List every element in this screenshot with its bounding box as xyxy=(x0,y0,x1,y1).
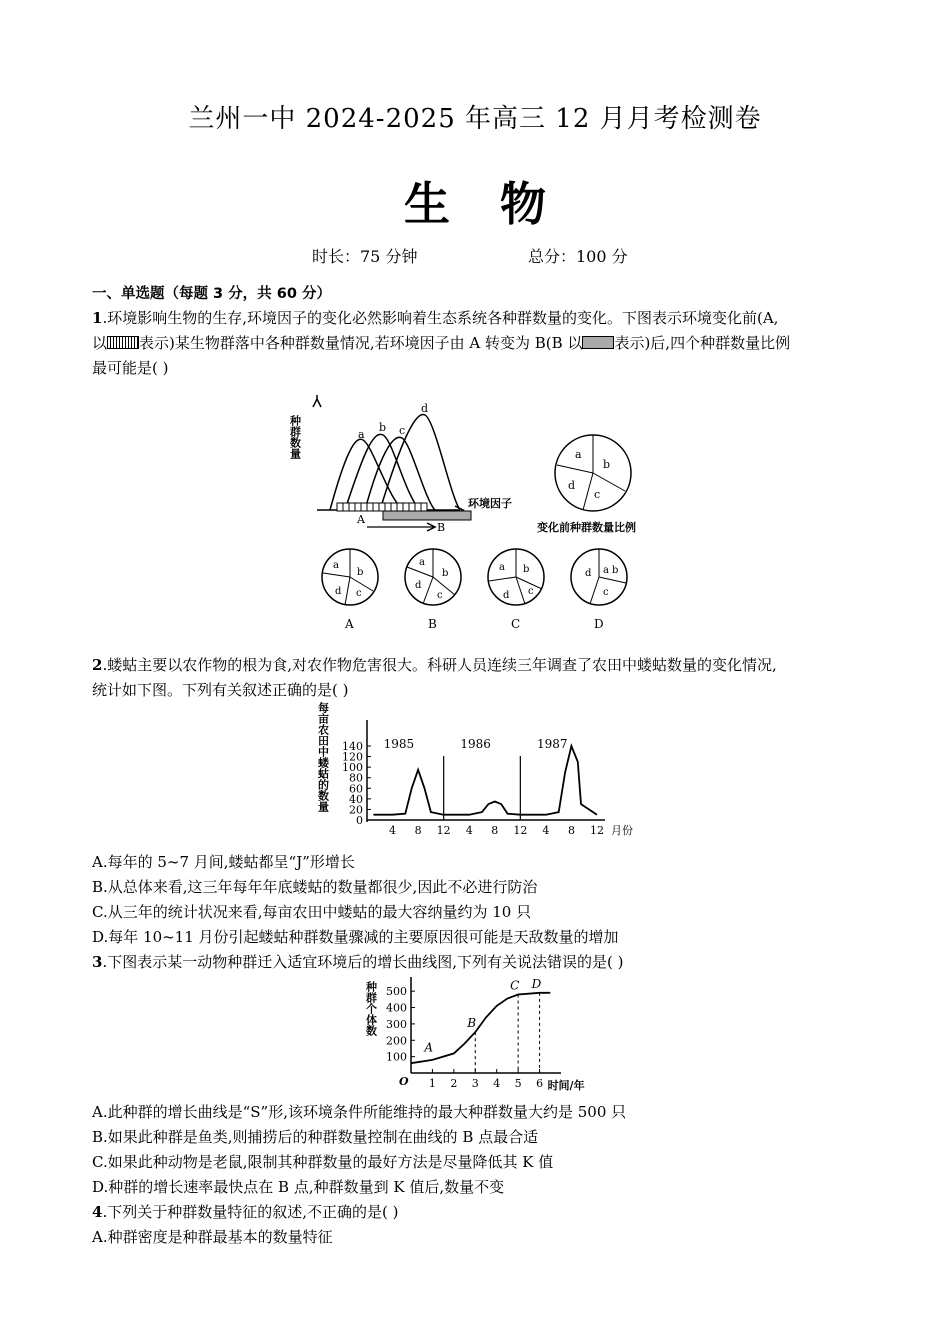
q4-text: .下列关于种群数量特征的叙述,不正确的是( ) xyxy=(102,1203,399,1221)
q1-text: 以 xyxy=(92,334,108,352)
pie-caption: 变化前种群数量比例 xyxy=(537,521,636,534)
y-axis-label: 种群数量 xyxy=(288,415,302,459)
q3-option-a[interactable]: A.此种群的增长曲线是“S”形,该环境条件所能维持的最大种群数量大约是 500 只 xyxy=(92,1103,627,1121)
q2-line-1 xyxy=(92,654,777,675)
curve-label: a xyxy=(358,428,365,441)
svg-text:c: c xyxy=(356,588,362,599)
q2-option-d[interactable]: D.每年 10~11 月份引起蝼蛄种群数量骤减的主要原因很可能是天敌数量的增加 xyxy=(92,928,619,946)
x-axis-label: 环境因子 xyxy=(468,497,512,510)
curve-label: c xyxy=(399,424,406,437)
question-number: 3 xyxy=(92,953,103,971)
y-tick-label: 500 xyxy=(386,985,407,999)
q3-chart xyxy=(365,975,595,1095)
y-tick-label: 0 xyxy=(356,814,363,827)
x-tick-label: 1 xyxy=(428,1077,436,1090)
exam-total-score: 总分：100 分 xyxy=(528,247,628,266)
q2-text: .蝼蛄主要以农作物的根为食,对农作物危害很大。科研人员连续三年调查了农田中蝼蛄数量的变化情况, xyxy=(102,656,777,674)
curve-label: d xyxy=(421,402,429,415)
svg-text:b: b xyxy=(603,458,611,471)
point-label: A xyxy=(424,1040,434,1055)
q1-line-2 xyxy=(92,332,790,353)
pie-option-b xyxy=(405,549,461,605)
curve-c xyxy=(365,437,435,510)
svg-text:a: a xyxy=(499,562,505,573)
q4-option-a[interactable]: A.种群密度是种群最基本的数量特征 xyxy=(92,1228,333,1246)
y-axis-label: 每亩农田中蝼蛄的数量 xyxy=(316,702,330,812)
y-tick-label: 140 xyxy=(342,740,363,753)
y-axis-arrow xyxy=(313,399,321,407)
x-tick-label: 4 xyxy=(465,824,473,837)
svg-text:a: a xyxy=(603,565,609,576)
svg-text:d: d xyxy=(568,479,576,492)
svg-text:c: c xyxy=(594,488,601,501)
option-label: D xyxy=(594,617,604,631)
q3-option-d[interactable]: D.种群的增长速率最快点在 B 点,种群数量到 K 值后,数量不变 xyxy=(92,1178,505,1196)
q1-text: .环境影响生物的生存,环境因子的变化必然影响着生态系统各种群数量的变化。下图表示环境变化前(A, xyxy=(102,309,779,327)
x-tick-label: 4 xyxy=(542,824,550,837)
q1-figure xyxy=(285,395,675,640)
y-tick-label: 100 xyxy=(386,1050,407,1064)
exam-title: 兰州一中 2024-2025 年高三 12 月月考检测卷 xyxy=(188,104,762,134)
curve-b xyxy=(345,434,420,510)
x-tick-label: 8 xyxy=(567,824,575,837)
x-tick-label: 12 xyxy=(590,824,604,837)
subject-char: 生 xyxy=(404,177,450,231)
q1-text: 表示)后,四个种群数量比例 xyxy=(614,334,791,352)
x-tick-label: 3 xyxy=(471,1077,479,1090)
section-heading: 一、单选题（每题 3 分，共 60 分） xyxy=(92,286,331,302)
y-tick-label: 40 xyxy=(349,792,363,806)
y-tick-label: 60 xyxy=(349,782,363,796)
bar-label-b: B xyxy=(437,521,446,534)
q4-line-1 xyxy=(92,1201,398,1222)
subject-title xyxy=(0,168,950,234)
option-label: B xyxy=(428,617,437,631)
q2-option-c[interactable]: C.从三年的统计状况来看,每亩农田中蝼蛄的最大容纳量约为 10 只 xyxy=(92,903,532,921)
x-tick-label: 12 xyxy=(513,824,528,837)
y-axis-label: 种群个体数 xyxy=(365,981,378,1036)
svg-text:d: d xyxy=(585,568,592,579)
svg-text:a: a xyxy=(575,448,582,461)
q2-line-2: 统计如下图。下列有关叙述正确的是( ) xyxy=(92,681,349,699)
year-label: 1986 xyxy=(460,737,491,751)
question-number: 4 xyxy=(92,1203,103,1221)
series-line-1987 xyxy=(520,746,597,815)
origin-label: O xyxy=(399,1075,409,1088)
bar-a-striped xyxy=(337,503,427,511)
x-tick-label: 5 xyxy=(514,1077,522,1090)
svg-text:c: c xyxy=(603,587,609,598)
q1-text: 表示)某生物群落中各种群数量情况,若环境因子由 A 转变为 B(B 以 xyxy=(139,334,583,352)
subject-char: 物 xyxy=(500,177,546,231)
svg-text:a: a xyxy=(333,560,339,571)
q2-option-a[interactable]: A.每年的 5~7 月间,蝼蛄都呈“J”形增长 xyxy=(92,853,355,871)
svg-text:b: b xyxy=(612,565,619,576)
svg-text:a: a xyxy=(419,557,425,568)
x-tick-label: 6 xyxy=(536,1077,544,1090)
svg-text:b: b xyxy=(357,567,364,578)
question-number: 1 xyxy=(92,309,103,327)
svg-text:c: c xyxy=(437,590,443,601)
x-tick-label: 4 xyxy=(389,824,397,837)
x-axis-label: 时间/年 xyxy=(547,1079,585,1092)
y-tick-label: 300 xyxy=(386,1017,407,1031)
point-label: C xyxy=(510,978,520,993)
q3-option-c[interactable]: C.如果此种动物是老鼠,限制其种群数量的最好方法是尽量降低其 K 值 xyxy=(92,1153,554,1171)
point-label: D xyxy=(531,976,542,991)
q3-option-b[interactable]: B.如果此种群是鱼类,则捕捞后的种群数量控制在曲线的 B 点最合适 xyxy=(92,1128,539,1146)
y-tick-label: 20 xyxy=(349,803,363,817)
series-line-1986 xyxy=(444,802,521,815)
curve-label: b xyxy=(379,421,387,434)
svg-text:d: d xyxy=(415,580,422,591)
bar-label-a: A xyxy=(357,513,365,526)
svg-text:b: b xyxy=(523,564,530,575)
bar-b-gray xyxy=(383,511,471,520)
striped-bar-icon xyxy=(107,336,139,349)
series-line-1985 xyxy=(373,770,443,815)
q2-option-b[interactable]: B.从总体来看,这三年每年年底蝼蛄的数量都很少,因此不必进行防治 xyxy=(92,878,538,896)
x-tick-label: 8 xyxy=(414,824,422,837)
year-label: 1987 xyxy=(537,737,568,751)
pie-option-a xyxy=(322,549,378,605)
svg-text:d: d xyxy=(335,586,342,597)
gray-bar-icon xyxy=(582,336,614,349)
q2-chart xyxy=(315,698,640,838)
pie-option-c xyxy=(488,549,544,605)
y-tick-label: 80 xyxy=(349,771,363,785)
y-tick-label: 400 xyxy=(386,1001,407,1015)
q3-line-1 xyxy=(92,951,623,972)
q1-line-3: 最可能是( ) xyxy=(92,359,169,377)
pie-option-d xyxy=(571,549,627,605)
option-label: C xyxy=(511,617,521,631)
x-axis-label: 月份 xyxy=(611,824,633,837)
svg-text:d: d xyxy=(503,590,510,601)
q1-line-1 xyxy=(92,307,778,328)
svg-text:b: b xyxy=(442,568,449,579)
y-tick-label: 200 xyxy=(386,1034,407,1048)
pie-before xyxy=(555,435,631,511)
y-tick-label: 100 xyxy=(342,761,363,775)
x-tick-label: 4 xyxy=(493,1077,501,1090)
point-label: B xyxy=(467,1016,477,1031)
x-tick-label: 8 xyxy=(491,824,499,837)
exam-duration: 时长：75 分钟 xyxy=(312,247,418,266)
x-tick-label: 2 xyxy=(450,1077,458,1090)
q3-text: .下图表示某一动物种群迁入适宜环境后的增长曲线图,下列有关说法错误的是( ) xyxy=(102,953,624,971)
x-tick-label: 12 xyxy=(436,824,451,837)
year-label: 1985 xyxy=(383,737,415,751)
svg-text:c: c xyxy=(528,586,534,597)
question-number: 2 xyxy=(92,656,103,674)
option-label: A xyxy=(345,617,354,631)
y-tick-label: 120 xyxy=(342,750,363,764)
